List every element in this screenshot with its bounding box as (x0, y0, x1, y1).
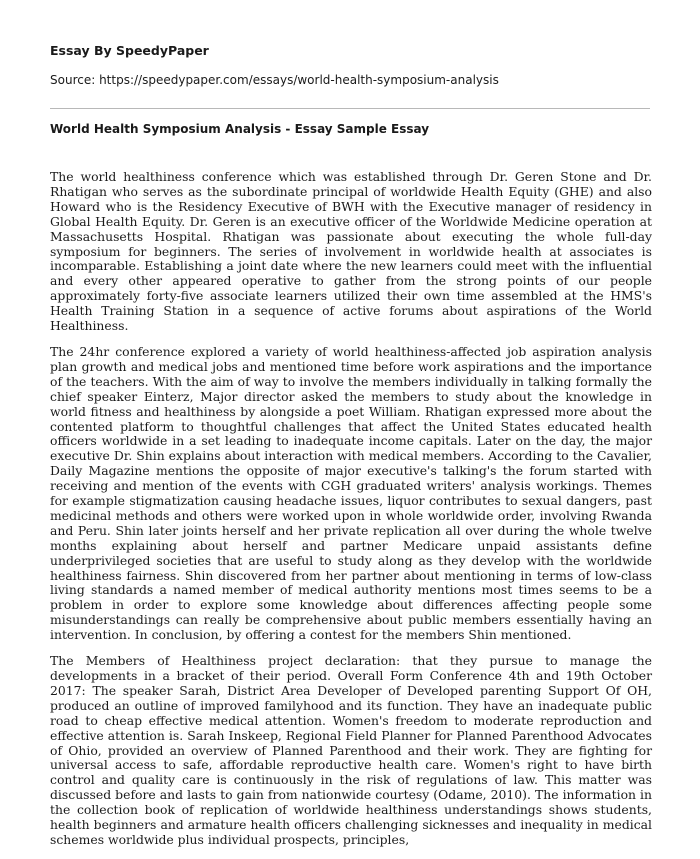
essay-paragraph: The world healthiness conference which was established through Dr. Geren Stone and Dr. Rhatigan who serves as the subordinate principal of worldwide Health Equity (GHE) and also Howard who is the Residency Executive of BWH with the Executive manager of residency in Global Health Equity. Dr. Geren is an executive officer of the Worldwide Medicine operation at Massachusetts Hospital. Rhatigan was passionate about executing the whole full-day symposium for beginners. The series of involvement in worldwide health at associates is incomparable. Establishing a joint date where the new learners could meet with the influential and every other appeared operative to gather from the strong points of our people approximately forty-five associate learners utilized their own time assembled at the HMS's Health Training Station in a sequence of active forums about aspirations of the World Healthiness. (50, 169, 652, 334)
essay-paragraph: The 24hr conference explored a variety of world healthiness-affected job aspiration analysis plan growth and medical jobs and mentioned time before work aspirations and the importance of the teachers. With the aim of way to involve the members individually in talking formally the chief speaker Einterz, Major director asked the members to study about the knowledge in world fitness and healthiness by alongside a poet William. Rhatigan expressed more about the contented platform to thoughtful challenges that affect the United States educated health officers worldwide in a set leading to inadequate income capitals. Later on the day, the major executive Dr. Shin explains about interaction with medical members. According to the Cavalier, Daily Magazine mentions the opposite of major executive's talking's the forum started with receiving and mention of the events with CGH graduated writers' analysis workings. Themes for example stigmatization causing headache issues, liquor contributes to sexual dangers, past medicinal methods and others were worked upon in whole worldwide order, involving Rwanda and Peru. Shin later joints herself and her private replication all over during the whole twelve months explaining about herself and partner Medicare unpaid assistants define underprivileged societies that are useful to study along as they develop with the worldwide healthiness fairness. Shin discovered from her partner about mentioning in terms of low-class living standards a named member of medical authority mentions most times seems to be a problem in order to explore some knowledge about differences affecting people some misunderstandings can really be comprehensive about public members essentially having an intervention. In conclusion, by offering a contest for the members Shin mentioned. (50, 343, 652, 643)
essay-body (50, 170, 652, 859)
essay-paragraph: The Members of Healthiness project declaration: that they pursue to manage the developments in a bracket of their period. Overall Form Conference 4th and 19th October 2017: The speaker Sarah, District Area Developer of Developed parenting Support Of OH, produced an outline of improved familyhood and its function. They have an inadequate public road to cheap effective medical attention. Women's freedom to moderate reproduction and effective attention is. Sarah Inskeep, Regional Field Planner for Planned Parenthood Advocates of Ohio, provided an overview of Planned Parenthood and their work. They are fighting for universal access to safe, affordable reproductive health care. Women's right to have birth control and quality care is continuously in the risk of regulations of law. This matter was discussed before and lasts to gain from nationwide courtesy (Odame, 2010). The information in the collection book of replication of worldwide healthiness understandings shows students, health beginners and armature health officers challenging sicknesses and inequality in medical schemes worldwide plus individual prospects, principles, (50, 653, 652, 847)
site-title: Essay By SpeedyPaper (50, 43, 209, 58)
essay-title: World Health Symposium Analysis - Essay Sample Essay (50, 122, 430, 136)
source-link[interactable]: Source: https://speedypaper.com/essays/world-health-symposium-analysis (50, 73, 499, 87)
header-divider (50, 108, 650, 109)
